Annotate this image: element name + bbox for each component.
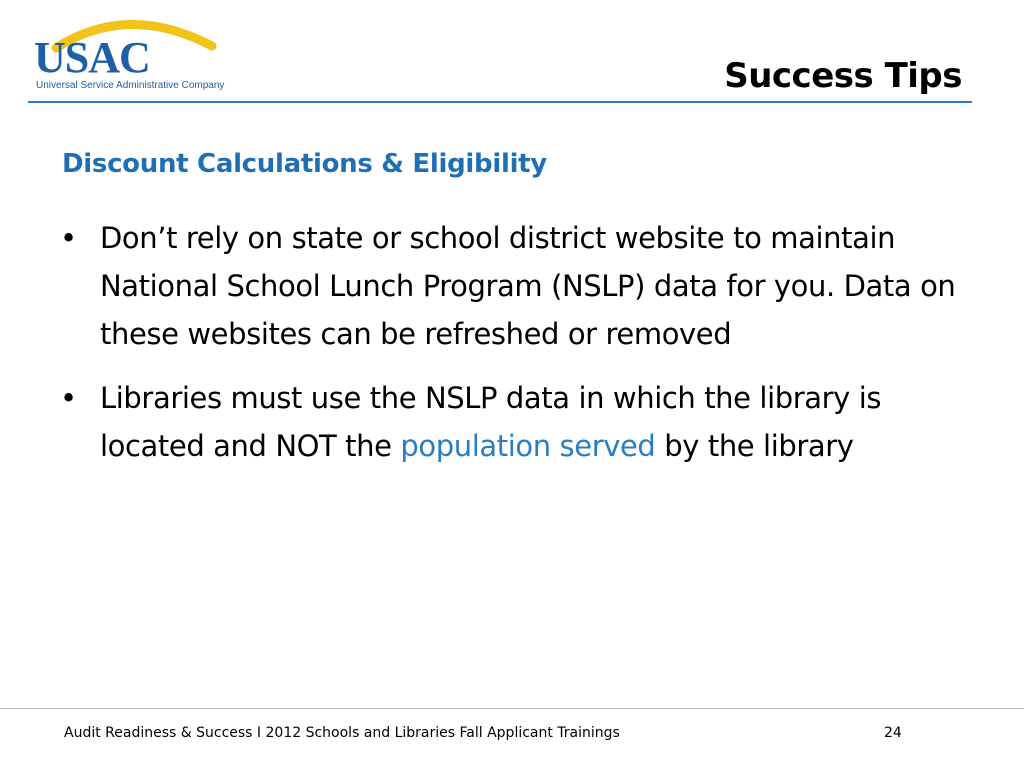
logo-tagline: Universal Service Administrative Company <box>36 80 225 91</box>
section-subtitle: Discount Calculations & Eligibility <box>62 149 547 179</box>
footer-divider <box>0 708 1024 709</box>
footer-text: Audit Readiness & Success I 2012 Schools and Libraries Fall Applicant Trainings <box>64 725 620 741</box>
bullet-text-before: Libraries must use the NSLP data in which the library is located and NOT the <box>100 381 882 463</box>
page-number: 24 <box>884 725 902 741</box>
bullet-text-after: by the library <box>655 429 854 463</box>
bullet-text: Don’t rely on state or school district website to maintain National School Lunch Program (NSLP) data for you. Data on these websites can be refreshed or removed <box>100 221 956 351</box>
bullet-list <box>60 214 960 486</box>
slide-title: Success Tips <box>724 56 962 96</box>
bullet-item <box>60 214 960 358</box>
bullet-dot-icon: • <box>60 221 77 255</box>
usac-logo <box>28 10 228 95</box>
bullet-item <box>60 374 960 470</box>
logo-wordmark: USAC <box>34 33 150 82</box>
header-divider <box>28 101 972 103</box>
bullet-dot-icon: • <box>60 381 77 415</box>
bullet-highlight: population served <box>400 429 656 463</box>
